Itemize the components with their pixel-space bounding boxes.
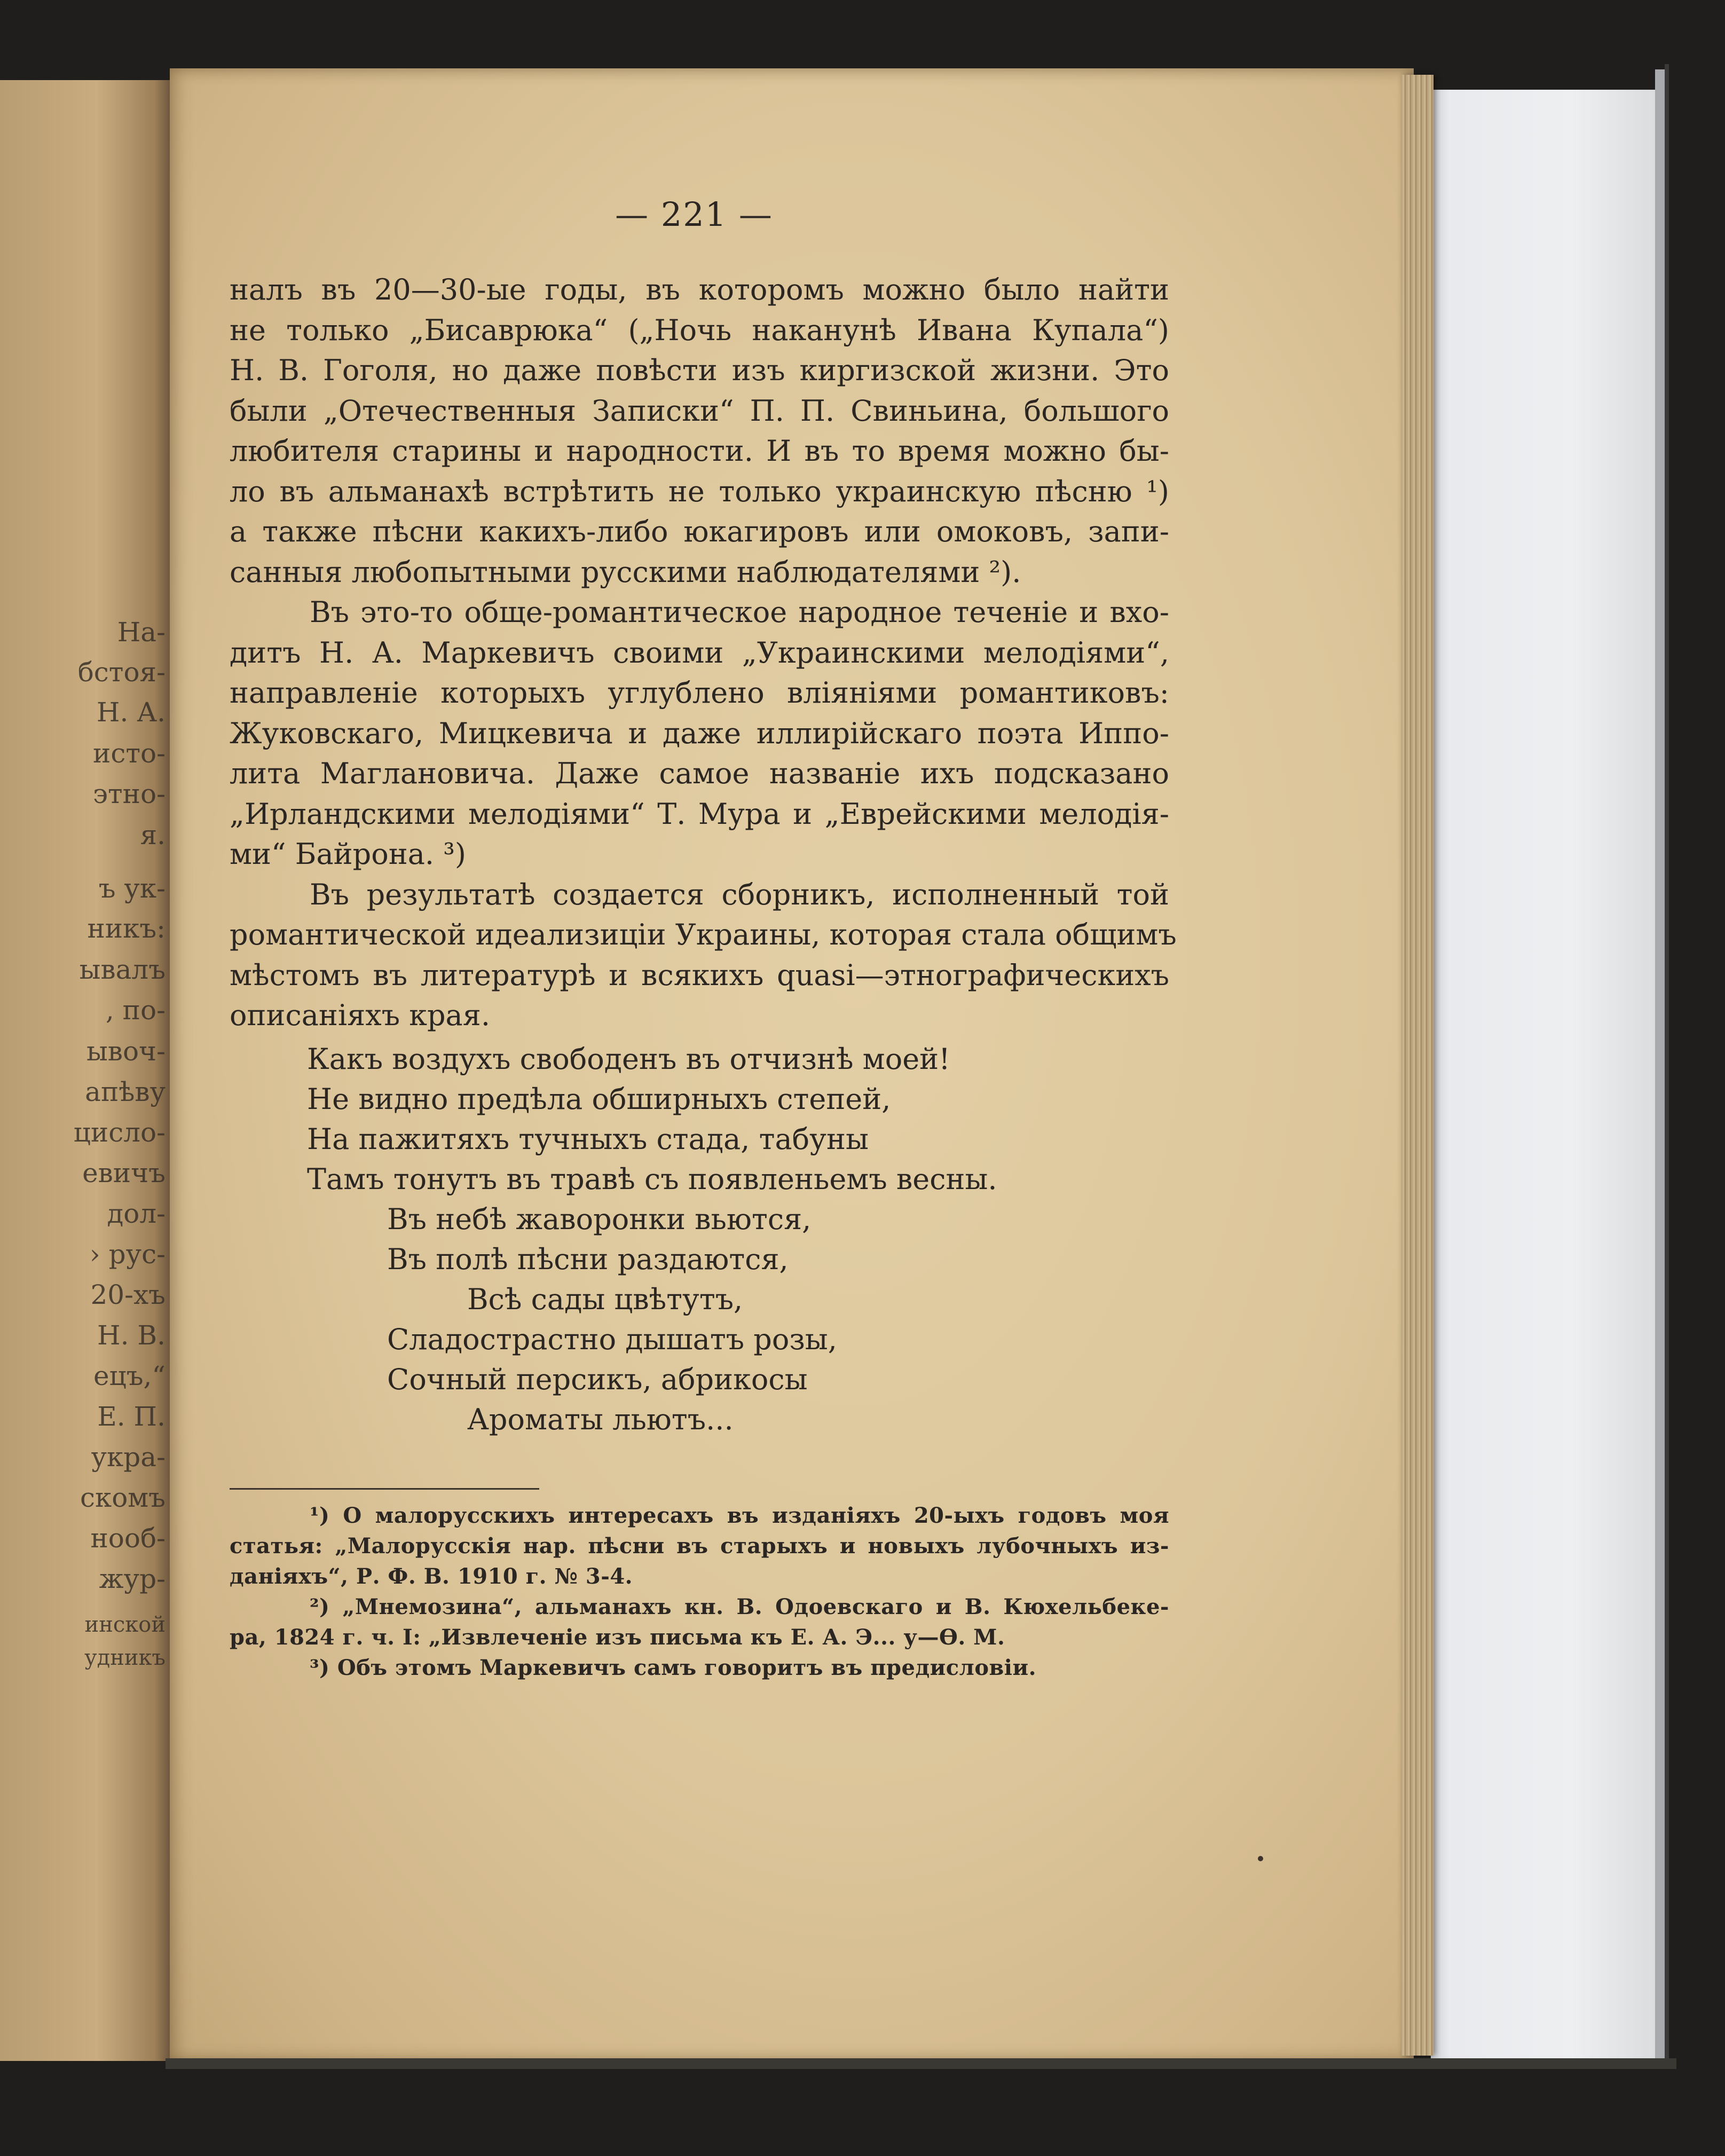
left-page-fragment: ывалъ bbox=[79, 954, 166, 985]
body-line: лита Маглановича. Даже самое названіе ихъ подсказано bbox=[230, 757, 1169, 790]
paper-speck bbox=[1258, 1856, 1263, 1861]
left-page-fragment: ецъ,“ bbox=[93, 1360, 166, 1391]
left-page-fragment: этно- bbox=[93, 778, 166, 809]
body-line: Въ это-то обще-романтическое народное теченіе и вхо- bbox=[310, 595, 1169, 629]
left-page-fragment: цисло- bbox=[73, 1117, 166, 1148]
poem-line: Тамъ тонутъ въ травѣ съ появленьемъ весны. bbox=[307, 1162, 997, 1196]
body-line: Въ результатѣ создается сборникъ, исполненный той bbox=[310, 877, 1169, 911]
left-page-fragment: скомъ bbox=[80, 1482, 166, 1513]
footnote-line: статья: „Малорусскія нар. пѣсни въ старыхъ и новыхъ лубочныхъ из- bbox=[230, 1533, 1169, 1559]
body-line: любителя старины и народности. И въ то время можно бы- bbox=[230, 434, 1169, 468]
left-page-fragment: › рус- bbox=[89, 1239, 166, 1270]
body-line: дитъ Н. А. Маркевичъ своими „Украинскими мелодіями“, bbox=[230, 635, 1169, 670]
body-line: Н. В. Гоголя, но даже повѣсти изъ киргизской жизни. Это bbox=[230, 353, 1169, 387]
poem-line: Ароматы льютъ... bbox=[467, 1403, 734, 1436]
body-line: описаніяхъ края. bbox=[230, 998, 490, 1032]
poem-line: Въ полѣ пѣсни раздаются, bbox=[387, 1242, 789, 1276]
left-page-fragment: дол- bbox=[107, 1198, 166, 1229]
poem-line: Сладострастно дышатъ розы, bbox=[387, 1323, 837, 1356]
left-page-fragment: ъ ук- bbox=[98, 873, 166, 904]
left-page-fragment: евичъ bbox=[82, 1158, 166, 1189]
body-line: „Ирландскими мелодіями“ Т. Мура и „Еврейскими мелодія- bbox=[230, 797, 1169, 831]
left-page-fragment: ывоч- bbox=[86, 1036, 166, 1067]
page-number: — 221 — bbox=[615, 195, 773, 234]
poem-excerpt bbox=[307, 1039, 997, 1439]
left-page-fragment: укра- bbox=[91, 1442, 166, 1473]
footnote-line: ²) „Мнемозина“, альманахъ кн. В. Одоевскаго и В. Кюхельбеке- bbox=[310, 1594, 1169, 1619]
poem-line: Не видно предѣла обширныхъ степей, bbox=[307, 1082, 891, 1116]
left-page-fragment: исто- bbox=[93, 738, 166, 769]
body-line: мѣстомъ въ литературѣ и всякихъ quasi—этнографическихъ bbox=[230, 958, 1169, 992]
left-page-fragment: я. bbox=[140, 820, 166, 851]
scanner-frame-edge bbox=[1665, 64, 1669, 2066]
left-page-fragment: , по- bbox=[105, 995, 166, 1026]
poem-line: Въ небѣ жаворонки вьются, bbox=[387, 1202, 812, 1236]
left-page-fragment: Н. В. bbox=[97, 1320, 166, 1351]
left-page-fragment: жур- bbox=[99, 1563, 166, 1594]
left-page-fragment: никъ: bbox=[87, 913, 166, 944]
left-page-fragment: нооб- bbox=[90, 1523, 166, 1554]
body-line: романтической идеализиціи Украины, которая стала общимъ bbox=[230, 918, 1177, 951]
body-line: налъ въ 20—30-ые годы, въ которомъ можно было найти bbox=[230, 273, 1169, 306]
body-line: санныя любопытными русскими наблюдателями ²). bbox=[230, 555, 1021, 589]
previous-page-edge bbox=[0, 80, 176, 2061]
left-page-fragment: апѣву bbox=[85, 1076, 166, 1107]
white-backing-sheet bbox=[1431, 90, 1666, 2060]
left-page-fragment: бстоя- bbox=[77, 657, 166, 688]
left-page-fragment: 20-хъ bbox=[90, 1279, 166, 1310]
body-line: были „Отечественныя Записки“ П. П. Свиньина, большого bbox=[230, 394, 1169, 428]
body-line: ми“ Байрона. ³) bbox=[230, 837, 466, 871]
footnote-line: даніяхъ“, Р. Ф. В. 1910 г. № 3-4. bbox=[230, 1564, 633, 1589]
page-stack-edge bbox=[1401, 75, 1433, 2056]
footnote-rule bbox=[230, 1488, 539, 1490]
poem-line: На пажитяхъ тучныхъ стада, табуны bbox=[307, 1122, 869, 1156]
left-page-fragment: Е. П. bbox=[97, 1401, 166, 1432]
page-bottom-shadow bbox=[166, 2058, 1676, 2069]
poem-line: Какъ воздухъ свободенъ въ отчизнѣ моей! bbox=[307, 1042, 950, 1076]
footnotes bbox=[230, 1500, 1169, 1683]
left-page-fragment: инской bbox=[84, 1612, 166, 1637]
left-page-fragment: На- bbox=[117, 617, 166, 648]
body-line: направленіе которыхъ углублено вліяніями романтиковъ: bbox=[230, 676, 1169, 710]
footnote-line: ра, 1824 г. ч. I: „Извлеченіе изъ письма къ Е. А. Э... у—Ѳ. М. bbox=[230, 1625, 1005, 1650]
footnote-line: ³) Объ этомъ Маркевичъ самъ говоритъ въ предисловіи. bbox=[310, 1655, 1037, 1680]
poem-line: Всѣ сады цвѣтутъ, bbox=[467, 1282, 743, 1316]
left-page-fragment: удникъ bbox=[84, 1646, 166, 1670]
body-line: ло въ альманахѣ встрѣтить не только украинскую пѣсню ¹) bbox=[230, 474, 1169, 508]
body-line: Жуковскаго, Мицкевича и даже иллирійскаго поэта Иппо- bbox=[230, 716, 1169, 750]
left-page-fragment: Н. А. bbox=[96, 697, 166, 728]
body-text bbox=[230, 270, 1177, 1036]
body-line: не только „Бисаврюка“ („Ночь наканунѣ Ивана Купала“) bbox=[230, 313, 1169, 347]
body-line: а также пѣсни какихъ-либо юкагировъ или омоковъ, запи- bbox=[230, 515, 1169, 548]
poem-line: Сочный персикъ, абрикосы bbox=[387, 1363, 808, 1396]
footnote-line: ¹) О малорусскихъ интересахъ въ изданіяхъ 20-ыхъ годовъ моя bbox=[310, 1503, 1169, 1528]
